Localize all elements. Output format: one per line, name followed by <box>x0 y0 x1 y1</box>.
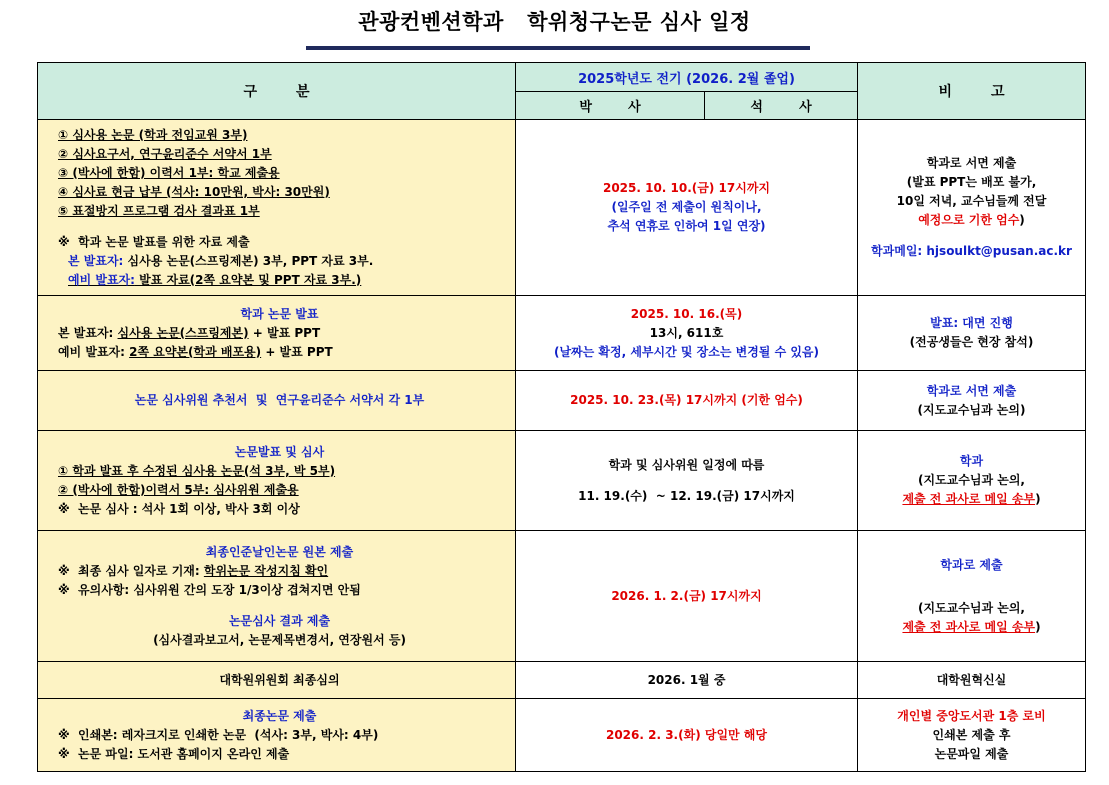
header-term: 2025학년도 전기 (2026. 2월 졸업) <box>516 63 858 92</box>
list-item: ※ 유의사항: 심사위원 간의 도장 1/3이상 겹쳐지면 안됨 <box>58 582 361 597</box>
row2-left <box>38 296 516 371</box>
row6-date: 2026. 1월 중 <box>516 662 858 699</box>
header-category: 구 분 <box>38 63 516 120</box>
title-underline <box>306 46 810 50</box>
row4-date <box>516 431 858 531</box>
row1-left <box>38 120 516 296</box>
list-item: ※ 논문 파일: 도서관 홈페이지 온라인 제출 <box>58 746 290 761</box>
remark-line: (전공생들은 현장 참석) <box>909 335 1034 349</box>
presenter-item: 심사용 논문(스프링제본) <box>117 325 249 340</box>
header-masters: 석 사 <box>705 92 858 120</box>
remark-line: ) <box>1019 213 1025 227</box>
remark-line: ) <box>1035 492 1041 506</box>
presenter-label: 본 발표자: <box>58 325 118 340</box>
remark-line: 학과로 서면 제출 <box>926 156 1017 170</box>
row7-date: 2026. 2. 3.(화) 당일만 해당 <box>516 699 858 772</box>
list-item: 학위논문 작성지침 확인 <box>203 563 329 578</box>
section-title: 논문심사 결과 제출 <box>228 613 331 628</box>
page-title: 관광컨벤션학과 학위청구논문 심사 일정 <box>358 10 751 34</box>
remark-line: 논문파일 제출 <box>934 746 1009 761</box>
submission-item: ④ 심사료 현금 납부 (석사: 10만원, 박사: 30만원) <box>58 184 330 199</box>
remark-line: (지도교수님과 논의) <box>917 402 1026 417</box>
list-item: ※ 논문 심사 : 석사 1회 이상, 박사 3회 이상 <box>58 501 300 516</box>
row3-remarks <box>858 371 1086 431</box>
list-item: (심사결과보고서, 논문제목변경서, 연장원서 등) <box>153 632 406 647</box>
remark-line: (발표 PPT는 배포 불가, <box>906 175 1037 189</box>
section-title: 논문발표 및 심사 <box>234 444 325 459</box>
remark-line: (지도교수님과 논의, <box>918 600 1025 615</box>
section-title: 최종논문 제출 <box>242 708 317 723</box>
section-title: 최종인준날인논문 원본 제출 <box>205 544 354 559</box>
row1-date <box>516 120 858 296</box>
remark-line: 10일 저녁, 교수님들께 전달 <box>896 194 1047 208</box>
remark-line: 학과로 서면 제출 <box>926 383 1017 398</box>
list-item: ② (박사에 한함)이력서 5부: 심사위원 제출용 <box>58 482 299 497</box>
presenter-item: 2쪽 요약본(학과 배포용) <box>129 344 262 359</box>
row7-left <box>38 699 516 772</box>
presenter-item: + 발표 PPT <box>248 325 321 340</box>
main-presenter-label: 본 발표자: <box>68 253 124 268</box>
row4-remarks <box>858 431 1086 531</box>
header-remarks: 비 고 <box>858 63 1086 120</box>
presenter-item: + 발표 PPT <box>261 344 333 359</box>
row1-remarks <box>858 120 1086 296</box>
row2-date <box>516 296 858 371</box>
deadline-note: (날짜는 확정, 세부시간 및 장소는 변경될 수 있음) <box>553 344 820 359</box>
remark-line: 학과로 제출 <box>940 557 1003 572</box>
schedule-note: 학과 및 심사위원 일정에 따름 <box>608 457 765 472</box>
row5-date: 2026. 1. 2.(금) 17시까지 <box>516 531 858 662</box>
deadline-note: 추석 연휴로 인하여 1일 연장) <box>607 219 766 233</box>
main-presenter-text: 심사용 논문(스프링제본) 3부, PPT 자료 3부. <box>123 253 374 268</box>
presentation-note: ※ 학과 논문 발표를 위한 자료 제출 <box>58 234 250 249</box>
remark-line: 인쇄본 제출 후 <box>932 727 1011 742</box>
remark-line: 학과 <box>959 454 984 468</box>
remark-line: 발표: 대면 진행 <box>930 316 1013 330</box>
list-item: ① 학과 발표 후 수정된 심사용 논문(석 3부, 박 5부) <box>58 463 336 478</box>
row4-left <box>38 431 516 531</box>
remark-warning: 예정으로 기한 엄수 <box>918 213 1020 227</box>
row7-remarks <box>858 699 1086 772</box>
pre-presenter-label: 예비 발표자: <box>68 272 135 287</box>
department-email: 학과메일: hjsoulkt@pusan.ac.kr <box>871 244 1072 258</box>
deadline-note: (일주일 전 제출이 원칙이나, <box>611 200 762 214</box>
submission-item: ① 심사용 논문 (학과 전임교원 3부) <box>58 127 248 142</box>
list-item: ※ 인쇄본: 레자크지로 인쇄한 논문 (석사: 3부, 박사: 4부) <box>58 727 379 742</box>
pre-presenter-text: 발표 자료(2쪽 요약본 및 PPT 자료 3부.) <box>134 272 362 287</box>
presentation-place: 13시, 611호 <box>649 325 724 340</box>
presenter-label: 예비 발표자: <box>58 344 130 359</box>
deadline-text: 2025. 10. 16.(목) <box>630 306 743 321</box>
row2-remarks <box>858 296 1086 371</box>
remark-warning: 개인별 중앙도서관 1층 로비 <box>897 708 1046 723</box>
submission-item: ② 심사요구서, 연구윤리준수 서약서 1부 <box>58 146 272 161</box>
list-item: ※ 최종 심사 일자로 기재: <box>58 563 204 578</box>
remark-warning: 제출 전 과사로 메일 송부 <box>902 492 1036 506</box>
deadline-text: 11. 19.(수) ~ 12. 19.(금) 17시까지 <box>578 488 795 503</box>
schedule-table <box>37 62 1086 772</box>
row3-left: 논문 심사위원 추천서 및 연구윤리준수 서약서 각 1부 <box>38 371 516 431</box>
deadline-text: 2025. 10. 10.(금) 17시까지 <box>602 181 771 195</box>
row6-left: 대학원위원회 최종심의 <box>38 662 516 699</box>
remark-warning: 제출 전 과사로 메일 송부 <box>902 619 1036 634</box>
row5-left <box>38 531 516 662</box>
row6-remarks: 대학원혁신실 <box>858 662 1086 699</box>
section-title: 학과 논문 발표 <box>240 306 319 321</box>
remark-line: ) <box>1035 619 1041 634</box>
submission-item: ⑤ 표절방지 프로그램 검사 결과표 1부 <box>58 203 260 218</box>
header-phd: 박 사 <box>516 92 705 120</box>
remark-line: (지도교수님과 논의, <box>918 473 1025 487</box>
row3-date: 2025. 10. 23.(목) 17시까지 (기한 엄수) <box>516 371 858 431</box>
submission-item: ③ (박사에 한함) 이력서 1부: 학교 제출용 <box>58 165 280 180</box>
row5-remarks <box>858 531 1086 662</box>
